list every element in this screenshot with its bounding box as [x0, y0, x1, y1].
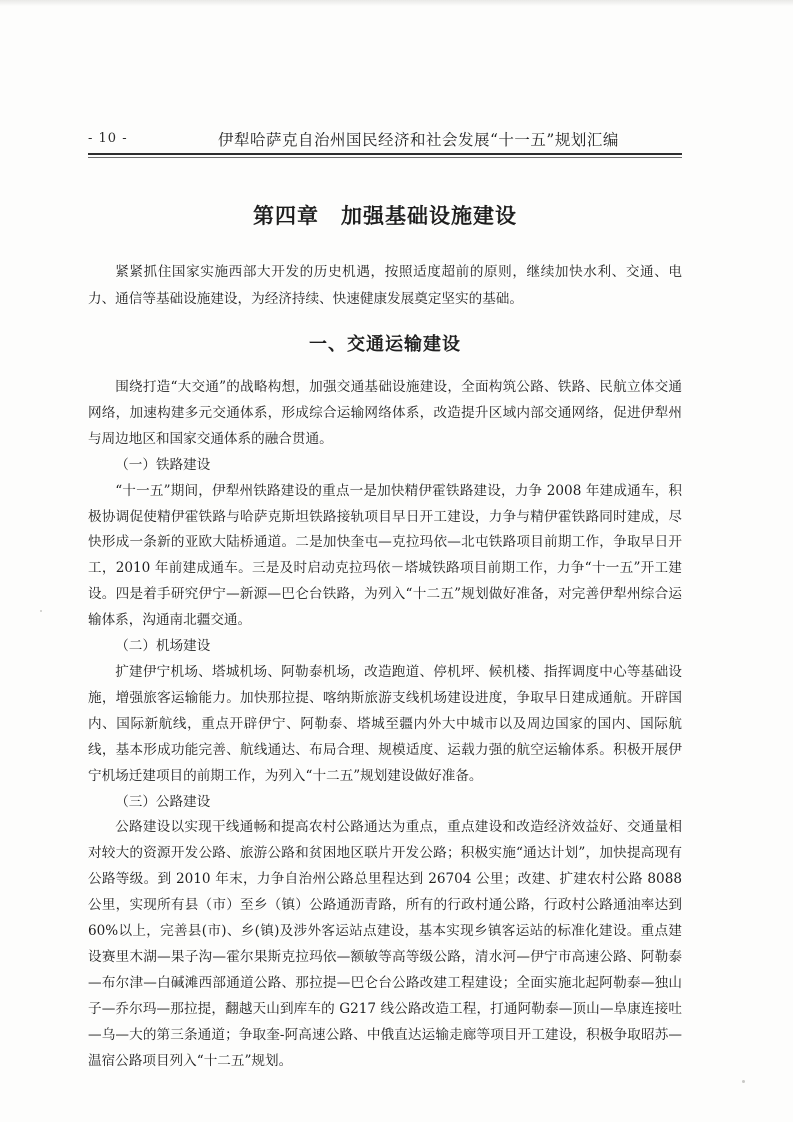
scan-edge	[0, 0, 793, 6]
running-title: 伊犁哈萨克自治州国民经济和社会发展“十一五”规划汇编	[218, 131, 619, 149]
subsection-heading-airport: （二）机场建设	[115, 638, 211, 655]
scan-speck	[742, 1080, 745, 1083]
subsection-heading-highway: （三）公路建设	[115, 793, 211, 810]
subsection-body-railway: “十一五”期间，伊犁州铁路建设的重点一是加快精伊霍铁路建设，力争 2008 年建成通车，积极协调促使精伊霍铁路与哈萨克斯坦铁路接轨项目早日开工建设，力争与精伊霍铁路同时建成，尽快形成一条新的亚欧大陆桥通道。二是加快奎屯—克拉玛依—北屯铁路项目前期工作，争取早日开工，2010 年前建成通车。三是及时启动克拉玛依－塔城铁路项目前期工作，力争“十一五”开工建设。四是着手研究伊宁—新源—巴仑台铁路，为列入“十二五”规划做好准备，对完善伊犁州综合运输体系，沟通南北疆交通。	[88, 482, 682, 629]
subsection-heading-railway: （一）铁路建设	[115, 456, 211, 473]
page-number: - 10 -	[88, 131, 128, 146]
subsection-body-airport: 扩建伊宁机场、塔城机场、阿勒泰机场，改造跑道、停机坪、候机楼、指挥调度中心等基础设施，增强旅客运输能力。加快那拉提、喀纳斯旅游支线机场建设进度，争取早日建成通航。开辟国内、国际新航线，重点开辟伊宁、阿勒泰、塔城至疆内外大中城市以及周边国家的国内、国际航线，基本形成功能完善、航线通达、布局合理、规模适度、运载力强的航空运输体系。积极开展伊宁机场迁建项目的前期工作，为列入“十二五”规划建设做好准备。	[88, 663, 682, 784]
scan-speck	[40, 610, 42, 612]
header-rule	[88, 153, 682, 155]
page-header	[88, 128, 680, 150]
chapter-intro: 紧紧抓住国家实施西部大开发的历史机遇，按照适度超前的原则，继续加快水利、交通、电力、通信等基础设施建设，为经济持续、快速健康发展奠定坚实的基础。	[88, 264, 682, 307]
section-intro: 围绕打造“大交通”的战略构想，加强交通基础设施建设，全面构筑公路、铁路、民航立体交通网络，加速构建多元交通体系，形成综合运输网络体系，改造提升区域内部交通网络，促进伊犁州与周边地区和国家交通体系的融合贯通。	[88, 379, 682, 447]
chapter-title: 第四章 加强基础设施建设	[253, 204, 517, 228]
subsection-body-highway: 公路建设以实现干线通畅和提高农村公路通达为重点，重点建设和改造经济效益好、交通量相对较大的资源开发公路、旅游公路和贫困地区联片开发公路；积极实施“通达计划”，加快提高现有公路等级。到 2010 年末，力争自治州公路总里程达到 26704 公里；改建、扩建农村公路 8088 公里，实现所有县（市）至乡（镇）公路通沥青路，所有的行政村通公路，行政村公路通油率达到 60%以上，完善县(市)、乡(镇)及涉外客运站点建设，基本实现乡镇客运站的标准化建设。重点建设赛里木湖—果子沟—霍尔果斯克拉玛依—额敏等高等级公路，清水河—伊宁市高速公路、阿勒泰—布尔津—白碱滩西部通道公路、那拉提—巴仑台公路改建工程建设；全面实施北起阿勒泰—独山子—乔尔玛—那拉提，翻越天山到库车的 G217 线公路改造工程，打通阿勒泰—顶山—阜康连接吐—乌—大的第三条通道；争取奎-阿高速公路、中俄直达运输走廊等项目开工建设，积极争取昭苏—温宿公路项目列入“十二五”规划。	[88, 819, 682, 1069]
header-rule-thin	[88, 157, 682, 158]
section-content	[88, 375, 682, 1074]
section-title: 一、交通运输建设	[309, 334, 461, 355]
